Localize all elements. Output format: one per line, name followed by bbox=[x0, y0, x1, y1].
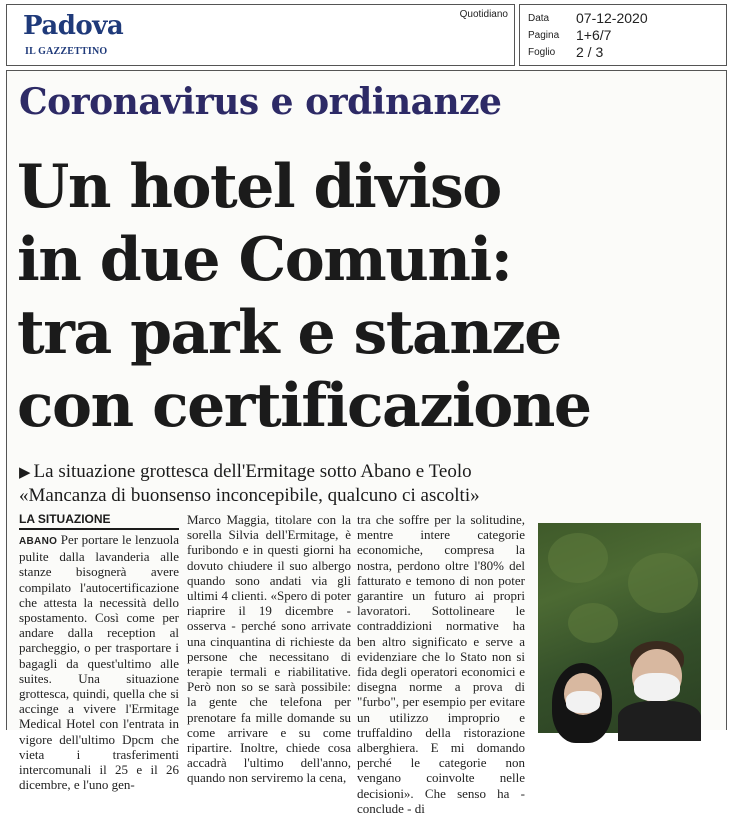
headline-line: tra park e stanze bbox=[17, 298, 561, 368]
masthead-title: Padova bbox=[23, 11, 124, 41]
face-mask-icon bbox=[566, 691, 600, 713]
article-deck-line bbox=[19, 461, 472, 483]
masthead-subtitle: IL GAZZETTINO bbox=[25, 46, 108, 57]
foliage-shape bbox=[568, 603, 618, 643]
meta-box bbox=[519, 4, 727, 66]
frequency-label: Quotidiano bbox=[459, 9, 508, 20]
dateline: ABANO bbox=[19, 536, 58, 547]
foliage-shape bbox=[628, 553, 698, 613]
person-coat bbox=[618, 701, 701, 741]
meta-date-value: 07-12-2020 bbox=[576, 10, 648, 26]
article-clipping bbox=[6, 70, 727, 816]
article-column-2: Marco Maggia, titolare con la sorella Silvia dell'Ermitage, è furibondo e in questi giorni ha dovuto chiudere il suo albergo quando sono andati via gli ultimi 4 clienti. «Spero di poter riaprire il 19 dicembre - osserva - perché sono arrivate una cinquantina di richieste da persone che necessitano di terapie termali e riabilitative. Però non so se sarà possibile: la gente che telefona per prenotare fa mille domande su come arrivare e su come ripartire. Inoltre, chiede cosa accadrà l'ultimo dell'anno, quando non serviremo la cena, bbox=[187, 512, 351, 786]
section-tag: LA SITUAZIONE bbox=[19, 512, 179, 530]
meta-date-label: Data bbox=[528, 13, 550, 24]
headline-line: con certificazione bbox=[17, 371, 591, 441]
column-text: Per portare le lenzuola pulite dalla lavanderia alle stanze bisognerà avere compilato l'autocertificazione che attesta la necessità dello spostamento. Così come per andare dalla reception al parcheggio, o per trasportare i bagagli da quest'ultimo alle suites. Una situazione grottesca, quindi, quella che si accinge a vivere l'Ermitage Medical Hotel con l'entrata in vigore dell'ultimo Dpcm che vieta i trasferimenti intercomunali il 25 e il 26 dicembre, e l'uno gen- bbox=[19, 532, 180, 793]
article-column-1 bbox=[19, 532, 179, 792]
masthead-box bbox=[6, 4, 515, 66]
article-kicker: Coronavirus e ordinanze bbox=[19, 81, 502, 123]
triangle-right-icon: ▶ bbox=[19, 465, 31, 481]
meta-page-value: 1+6/7 bbox=[576, 27, 612, 43]
meta-page-label: Pagina bbox=[528, 30, 560, 41]
deck-text: La situazione grottesca dell'Ermitage sotto Abano e Teolo bbox=[33, 461, 472, 482]
meta-sheet-value: 2 / 3 bbox=[576, 44, 604, 60]
meta-sheet-label: Foglio bbox=[528, 47, 556, 58]
headline-line: Un hotel diviso bbox=[17, 152, 501, 222]
foliage-shape bbox=[548, 533, 608, 583]
article-headline bbox=[17, 151, 617, 443]
headline-line: in due Comuni: bbox=[17, 225, 512, 295]
face-mask-icon bbox=[634, 673, 680, 701]
article-photo bbox=[538, 523, 701, 733]
article-column-3: tra che soffre per la solitudine, mentre intere categorie economiche, compresa la nostra, perdono oltre l'80% del fatturato e temono di non poter garantire un futuro ai propri lavoratori. Sottolineare le contraddizioni normative ha ben altro significato e serve a evidenziare che lo Stato non si fida degli operatori economici e disegna norme a prova di "furbo", per esempio per evitare un utilizzo improprio e truffaldino della ristorazione alberghiera. E mi domando perché le categorie non vengano coinvolte nelle decisioni». Che senso ha - conclude - di bbox=[357, 512, 525, 816]
article-deck-line: «Mancanza di buonsenso inconcepibile, qualcuno ci ascolti» bbox=[19, 485, 480, 506]
